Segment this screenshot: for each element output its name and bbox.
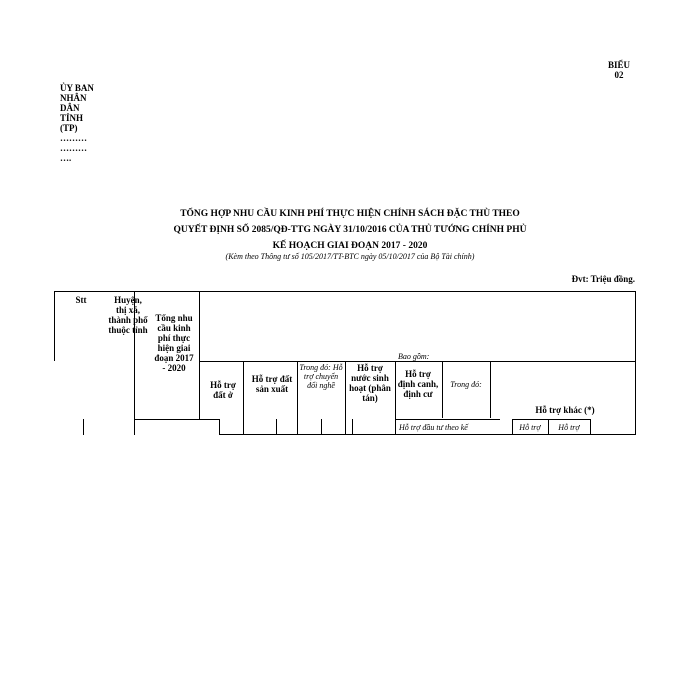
table-divider	[395, 419, 500, 420]
table-divider	[219, 434, 635, 435]
document-title	[100, 206, 600, 254]
table-divider	[442, 361, 443, 418]
table-divider	[490, 361, 491, 418]
agency-line: DÂN	[60, 103, 80, 113]
header-nuoc-sinh-hoat: Hỗ trợ nước sinh hoạt (phân tán)	[349, 363, 391, 403]
sub-dau-tu: Hỗ trợ đầu tư theo kế	[399, 423, 468, 432]
table-divider	[199, 361, 635, 362]
table-divider	[352, 419, 353, 435]
agency-line: NHÂN	[60, 93, 87, 103]
table-divider	[590, 419, 591, 435]
header-district: Huyện, thị xã, thành phố thuộc tỉnh	[108, 295, 148, 335]
agency-line: ỦY BAN	[60, 83, 94, 93]
agency-line: ….	[60, 153, 72, 163]
table-divider	[276, 419, 277, 435]
title-line-1: TỔNG HỢP NHU CẦU KINH PHÍ THỰC HIỆN CHÍNH SÁCH ĐẶC THÙ THEO	[180, 209, 520, 219]
table-divider	[83, 419, 84, 435]
title-line-2: QUYẾT ĐỊNH SỐ 2085/QĐ-TTG NGÀY 31/10/2016 CỦA THỦ TƯỚNG CHÍNH PHỦ	[173, 225, 527, 235]
table-divider	[134, 419, 219, 420]
table-border	[635, 291, 636, 435]
title-line-3: KẾ HOẠCH GIAI ĐOẠN 2017 - 2020	[272, 241, 428, 251]
header-ho-tro-khac: Hỗ trợ khác (*)	[535, 405, 595, 415]
table-divider	[297, 361, 298, 435]
table-border	[54, 291, 55, 361]
table-divider	[243, 361, 244, 435]
agency-line: ………	[60, 143, 87, 153]
header-stt: Stt	[75, 295, 87, 305]
document-subtitle: (Kèm theo Thông tư số 105/2017/TT-BTC ngày 05/10/2017 của Bộ Tài chính)	[225, 252, 475, 261]
agency-line: (TP)	[60, 123, 78, 133]
sub-ho-tro-2: Hỗ trợ	[558, 423, 580, 432]
table-divider	[345, 361, 346, 435]
agency-block	[60, 83, 105, 163]
form-code: BIỂU 02	[607, 60, 630, 80]
unit-label: Đvt: Triệu đồng.	[571, 274, 635, 284]
table-divider	[219, 419, 220, 435]
header-bao-gom: Bao gồm:	[398, 352, 430, 361]
table-divider	[321, 419, 322, 435]
agency-line: TỈNH	[60, 113, 84, 123]
table-divider	[512, 419, 590, 420]
agency-line: ………	[60, 133, 87, 143]
header-total: Tổng nhu cầu kinh phí thực hiện giai đoạn 2017 - 2020	[154, 313, 194, 373]
table-divider	[199, 291, 200, 419]
sub-ho-tro-1: Hỗ trợ	[519, 423, 541, 432]
table-border	[54, 291, 635, 292]
header-chuyen-doi-nghe: Trong đó: Hỗ trợ chuyển đổi nghề	[299, 363, 343, 390]
header-trong-do: Trong đó:	[450, 380, 482, 389]
header-dinh-canh: Hỗ trợ định canh, định cư	[397, 369, 439, 399]
header-dat-o: Hỗ trợ đất ở	[210, 380, 236, 400]
table-divider	[395, 361, 396, 435]
header-dat-san-xuat: Hỗ trợ đất sản xuất	[251, 374, 293, 394]
